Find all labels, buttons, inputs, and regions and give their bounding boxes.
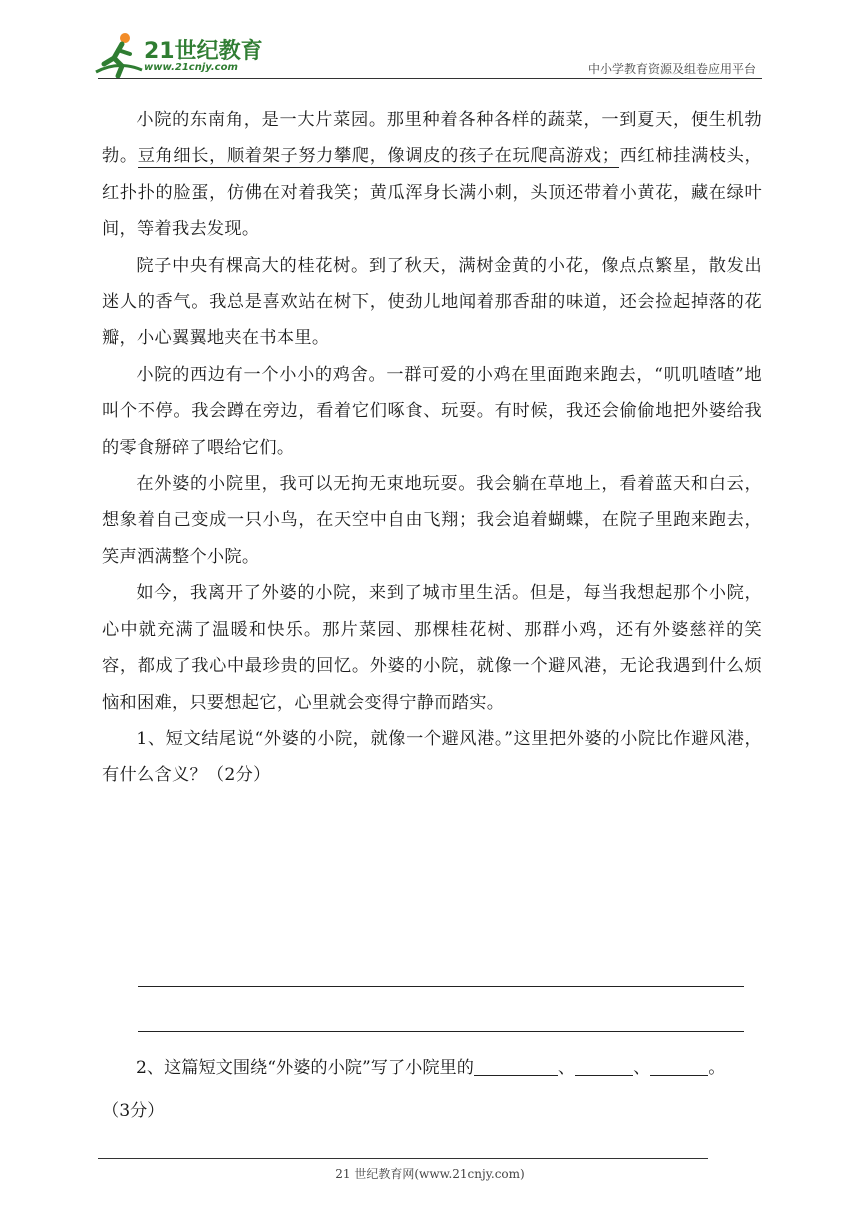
answer-blank-1[interactable] (474, 1057, 558, 1076)
question-2-text: 2、这篇短文围绕“外婆的小院”写了小院里的 (136, 1058, 474, 1078)
question-2-end: 。 (708, 1058, 726, 1078)
question-2-sep-2: 、 (633, 1058, 651, 1078)
footer-divider (98, 1158, 708, 1159)
question-1: 1、短文结尾说“外婆的小院，就像一个避风港。”这里把外婆的小院比作避风港，有什么含义？（2分） (102, 728, 762, 786)
answer-line-1[interactable] (138, 986, 744, 987)
answer-blank-3[interactable] (650, 1057, 708, 1076)
paragraph-1-start: 小院的东南角，是一大片菜园。那里种着各种各样的蔬菜，一到夏天，便生机勃勃。 (102, 110, 762, 167)
question-2-sep-1: 、 (557, 1058, 576, 1078)
running-man-logo-icon (92, 30, 144, 80)
page-header (0, 0, 860, 90)
paragraph-1 (102, 102, 762, 248)
paragraph-5: 如今，我离开了外婆的小院，来到了城市里生活。但是，每当我想起那个小院，心中就充满了温暖和快乐。那片菜园、那棵桂花树、那群小鸡，还有外婆慈祥的笑容，都成了我心中最珍贵的回忆。外婆的小院，就像一个避风港，无论我遇到什么烦恼和困难，只要想起它，心里就会变得宁静而踏实。 (102, 583, 762, 713)
article-body (102, 102, 762, 794)
answer-blank-2[interactable] (575, 1057, 633, 1076)
underlined-sentence: 豆角细长，顺着架子努力攀爬，像调皮的孩子在玩爬高游戏； (137, 146, 620, 167)
logo-text: 21世纪教育 (144, 39, 263, 64)
paragraph-3: 小院的西边有一个小小的鸡舍。一群可爱的小鸡在里面跑来跑去，“叽叽喳喳”地叫个不停。我会蹲在旁边，看着它们啄食、玩耍。有时候，我还会偷偷地把外婆给我的零食掰碎了喂给它们。 (102, 364, 762, 458)
question-2-score: （3分） (102, 1101, 165, 1121)
platform-name: 中小学教育资源及组卷应用平台 (587, 62, 756, 76)
paragraph-4: 在外婆的小院里，我可以无拘无束地玩耍。我会躺在草地上，看着蓝天和白云，想象着自己变成一只小鸟，在天空中自由飞翔；我会追着蝴蝶，在院子里跑来跑去，笑声洒满整个小院。 (102, 474, 762, 567)
answer-line-2[interactable] (138, 1031, 744, 1032)
footer-text: 21 世纪教育网(www.21cnjy.com) (335, 1167, 525, 1181)
paragraph-2: 院子中央有棵高大的桂花树。到了秋天，满树金黄的小花，像点点繁星，散发出迷人的香气。我总是喜欢站在树下，使劲儿地闻着那香甜的味道，还会捡起掉落的花瓣，小心翼翼地夹在书本里。 (102, 255, 762, 349)
header-divider (98, 78, 762, 79)
paragraph-1-end: 西红柿挂满枝头，红扑扑的脸蛋，仿佛在对着我笑；黄瓜浑身长满小刺，头顶还带着小黄花，藏在绿叶间，等着我去发现。 (102, 146, 762, 240)
logo-url: www.21cnjy.com (144, 62, 238, 73)
question-2 (102, 1050, 772, 1086)
logo (92, 30, 282, 82)
